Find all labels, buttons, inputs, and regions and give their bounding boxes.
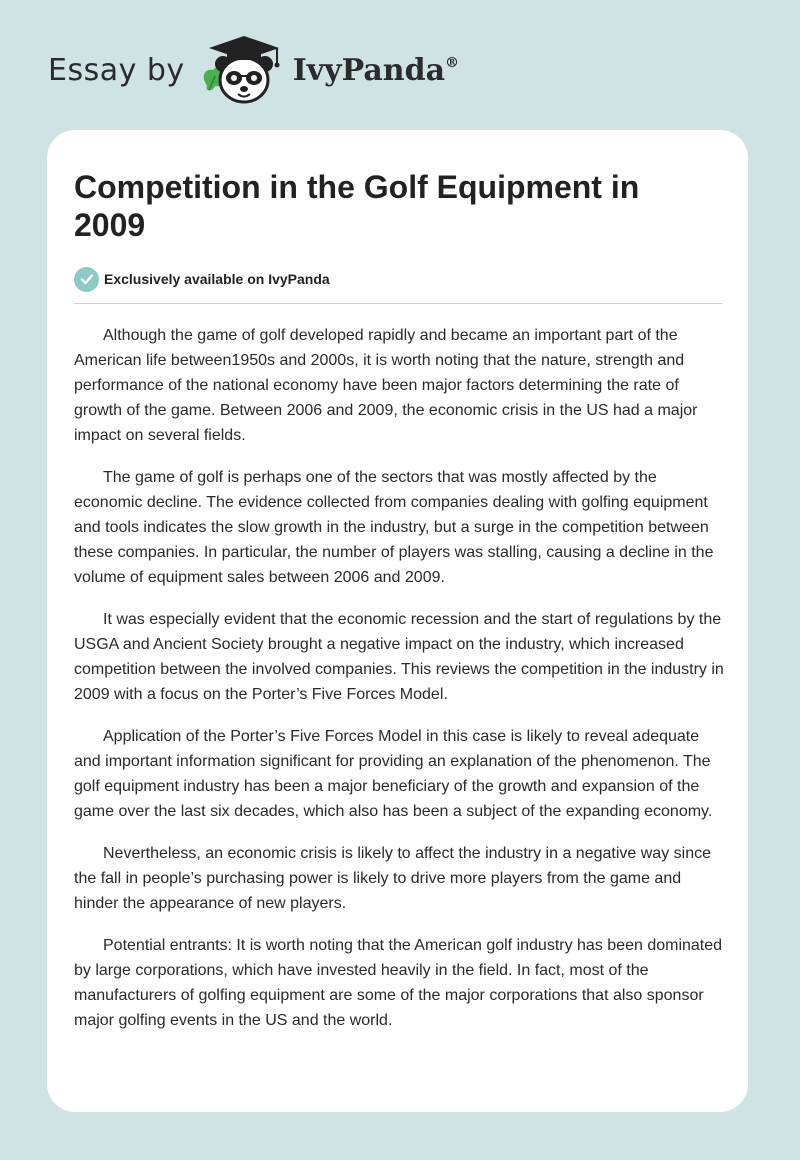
paragraph: Although the game of golf developed rapidly and became an important part of the American life between1950s and 2000s, it is worth noting that the nature, strength and performance of the national economy have been major factors determining the rate of growth of the game. Between 2006 and 2009, the economic crisis in the US had a major impact on several fields. (74, 327, 698, 444)
essay-card (47, 130, 748, 1112)
exclusive-badge-label: Exclusively available on IvyPanda (104, 271, 330, 287)
essay-by-label: Essay by (48, 52, 185, 88)
paragraph: Application of the Porter’s Five Forces Model in this case is likely to reveal adequate and important information significant for providing an explanation of the phenomenon. The golf equipment industry has been a major beneficiary of the growth and expansion of the game over the last six decades, which also has been a subject of the expanding economy. (74, 728, 713, 820)
check-icon (74, 267, 99, 292)
paragraph: It was especially evident that the economic recession and the start of regulations by the USGA and Ancient Society brought a negative impact on the industry, which increased competition between the involved companies. This reviews the competition in the industry in 2009 with a focus on the Porter’s Five Forces Model. (74, 611, 724, 703)
registered-mark: ® (445, 54, 460, 71)
site-header (48, 30, 459, 110)
paragraph: Nevertheless, an economic crisis is likely to affect the industry in a negative way since the fall in people’s purchasing power is likely to drive more players from the game and hinder the appearance of new players. (74, 845, 711, 912)
brand-name[interactable]: IvyPanda® (292, 52, 460, 88)
essay-body (74, 323, 724, 1033)
divider (74, 303, 722, 304)
paragraph: The game of golf is perhaps one of the sectors that was mostly affected by the economic decline. The evidence collected from companies dealing with golfing equipment and tools indicates the slow growth in the industry, but a surge in the competition between these companies. In particular, the number of players was stalling, causing a decline in the volume of equipment sales between 2006 and 2009. (74, 469, 714, 586)
panda-graduate-icon[interactable] (199, 30, 289, 110)
exclusive-badge (74, 266, 722, 292)
page-title: Competition in the Golf Equipment in 2009 (74, 169, 640, 243)
paragraph: Potential entrants: It is worth noting that the American golf industry has been dominated by large corporations, which have invested heavily in the field. In fact, most of the manufacturers of golfing equipment are some of the major corporations that also sponsor major golfing events in the US and the world. (74, 937, 723, 1029)
